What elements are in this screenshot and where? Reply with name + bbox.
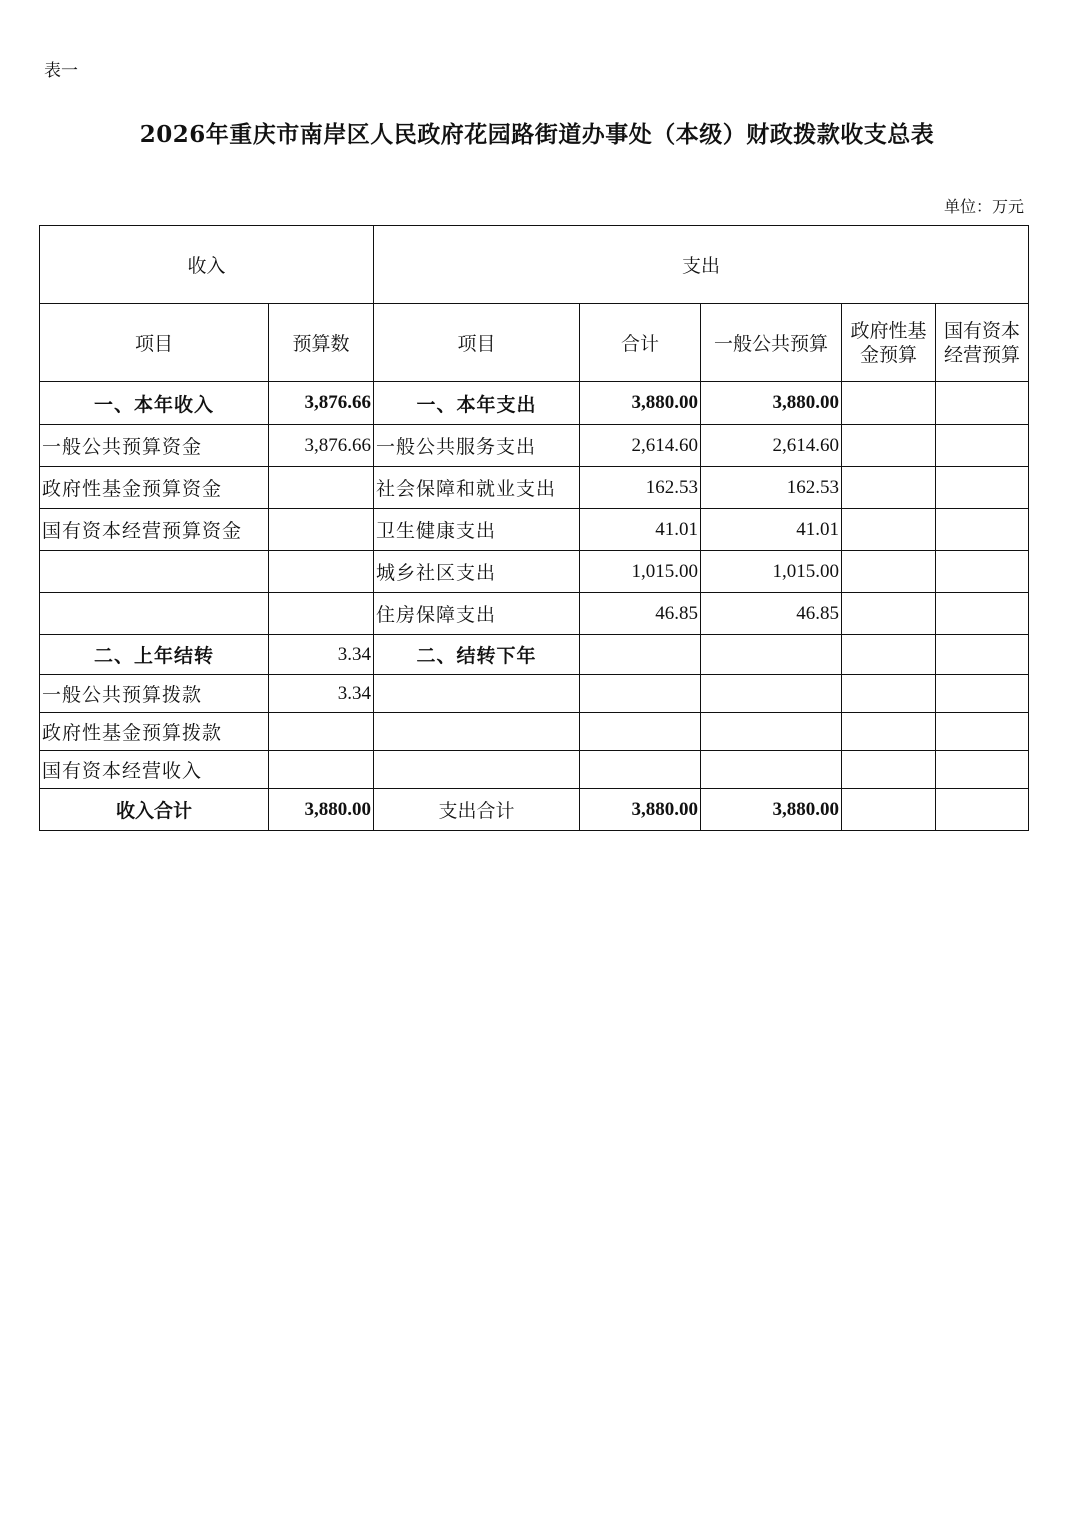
total-cell: 162.53: [580, 467, 701, 509]
income-amount-cell: [269, 509, 374, 551]
table-row: [40, 551, 1029, 593]
income-amount-cell: [269, 467, 374, 509]
fund-cell: [842, 467, 936, 509]
total-cell: 41.01: [580, 509, 701, 551]
income-header: 收入: [40, 226, 374, 304]
expense-item-cell: [374, 675, 580, 713]
income-amount-cell: 3,876.66: [269, 425, 374, 467]
capital-cell: [936, 713, 1029, 751]
general-cell: 2,614.60: [701, 425, 842, 467]
fund-cell: [842, 713, 936, 751]
capital-cell: [936, 382, 1029, 425]
table-row: [40, 467, 1029, 509]
expense-item-cell: 一般公共服务支出: [374, 425, 580, 467]
general-cell: 3,880.00: [701, 382, 842, 425]
table-row: [40, 675, 1029, 713]
expense-item-cell: [374, 713, 580, 751]
total-cell: 1,015.00: [580, 551, 701, 593]
expense-item-cell: 卫生健康支出: [374, 509, 580, 551]
capital-cell: [936, 509, 1029, 551]
fund-cell: [842, 635, 936, 675]
state-capital-header: 国有资本经营预算: [936, 304, 1029, 382]
table-row: [40, 635, 1029, 675]
total-cell: 2,614.60: [580, 425, 701, 467]
total-cell: [580, 675, 701, 713]
income-item-cell: 政府性基金预算拨款: [40, 713, 269, 751]
expense-total-amount: 3,880.00: [580, 789, 701, 831]
capital-cell: [936, 425, 1029, 467]
budget-table: [39, 225, 1029, 831]
general-cell: 1,015.00: [701, 551, 842, 593]
general-total-amount: 3,880.00: [701, 789, 842, 831]
table-number: 表一: [44, 61, 78, 81]
income-item-cell: 二、上年结转: [40, 635, 269, 675]
income-total-label: 收入合计: [40, 789, 269, 831]
table-row: [40, 751, 1029, 789]
capital-cell: [936, 593, 1029, 635]
expense-item-cell: 社会保障和就业支出: [374, 467, 580, 509]
capital-total-cell: [936, 789, 1029, 831]
header-row-2: [40, 304, 1029, 382]
table-row: [40, 382, 1029, 425]
capital-cell: [936, 551, 1029, 593]
fund-cell: [842, 551, 936, 593]
income-amount-cell: [269, 551, 374, 593]
general-cell: [701, 675, 842, 713]
income-item-cell: 一般公共预算资金: [40, 425, 269, 467]
totals-row: [40, 789, 1029, 831]
total-cell: [580, 751, 701, 789]
general-cell: 41.01: [701, 509, 842, 551]
general-cell: 162.53: [701, 467, 842, 509]
fund-cell: [842, 675, 936, 713]
income-item-header: 项目: [40, 304, 269, 382]
budget-header: 预算数: [269, 304, 374, 382]
header-row-1: [40, 226, 1029, 304]
expense-item-cell: 城乡社区支出: [374, 551, 580, 593]
fund-cell: [842, 509, 936, 551]
fund-cell: [842, 751, 936, 789]
gov-fund-header: 政府性基金预算: [842, 304, 936, 382]
table-row: [40, 593, 1029, 635]
expense-total-label: 支出合计: [374, 789, 580, 831]
income-item-cell: 一、本年收入: [40, 382, 269, 425]
expense-item-cell: [374, 751, 580, 789]
fund-cell: [842, 382, 936, 425]
income-total-amount: 3,880.00: [269, 789, 374, 831]
income-amount-cell: [269, 751, 374, 789]
total-cell: [580, 635, 701, 675]
income-amount-cell: 3.34: [269, 675, 374, 713]
income-item-cell: 政府性基金预算资金: [40, 467, 269, 509]
income-item-cell: [40, 593, 269, 635]
expense-item-cell: 二、结转下年: [374, 635, 580, 675]
expense-item-cell: 住房保障支出: [374, 593, 580, 635]
expense-header: 支出: [374, 226, 1029, 304]
income-amount-cell: [269, 713, 374, 751]
income-amount-cell: [269, 593, 374, 635]
fund-total-cell: [842, 789, 936, 831]
income-amount-cell: 3.34: [269, 635, 374, 675]
income-item-cell: 一般公共预算拨款: [40, 675, 269, 713]
table-row: [40, 713, 1029, 751]
capital-cell: [936, 675, 1029, 713]
capital-cell: [936, 467, 1029, 509]
capital-cell: [936, 635, 1029, 675]
total-cell: 46.85: [580, 593, 701, 635]
capital-cell: [936, 751, 1029, 789]
income-item-cell: [40, 551, 269, 593]
total-cell: [580, 713, 701, 751]
total-header: 合计: [580, 304, 701, 382]
fund-cell: [842, 593, 936, 635]
expense-item-header: 项目: [374, 304, 580, 382]
income-amount-cell: 3,876.66: [269, 382, 374, 425]
income-item-cell: 国有资本经营预算资金: [40, 509, 269, 551]
general-cell: [701, 713, 842, 751]
general-cell: 46.85: [701, 593, 842, 635]
income-item-cell: 国有资本经营收入: [40, 751, 269, 789]
general-cell: [701, 635, 842, 675]
table-row: [40, 425, 1029, 467]
general-cell: [701, 751, 842, 789]
general-budget-header: 一般公共预算: [701, 304, 842, 382]
fund-cell: [842, 425, 936, 467]
total-cell: 3,880.00: [580, 382, 701, 425]
expense-item-cell: 一、本年支出: [374, 382, 580, 425]
page-title: 2026年重庆市南岸区人民政府花园路街道办事处（本级）财政拨款收支总表: [139, 121, 935, 148]
unit-label: 单位：万元: [943, 197, 1024, 216]
table-row: [40, 509, 1029, 551]
